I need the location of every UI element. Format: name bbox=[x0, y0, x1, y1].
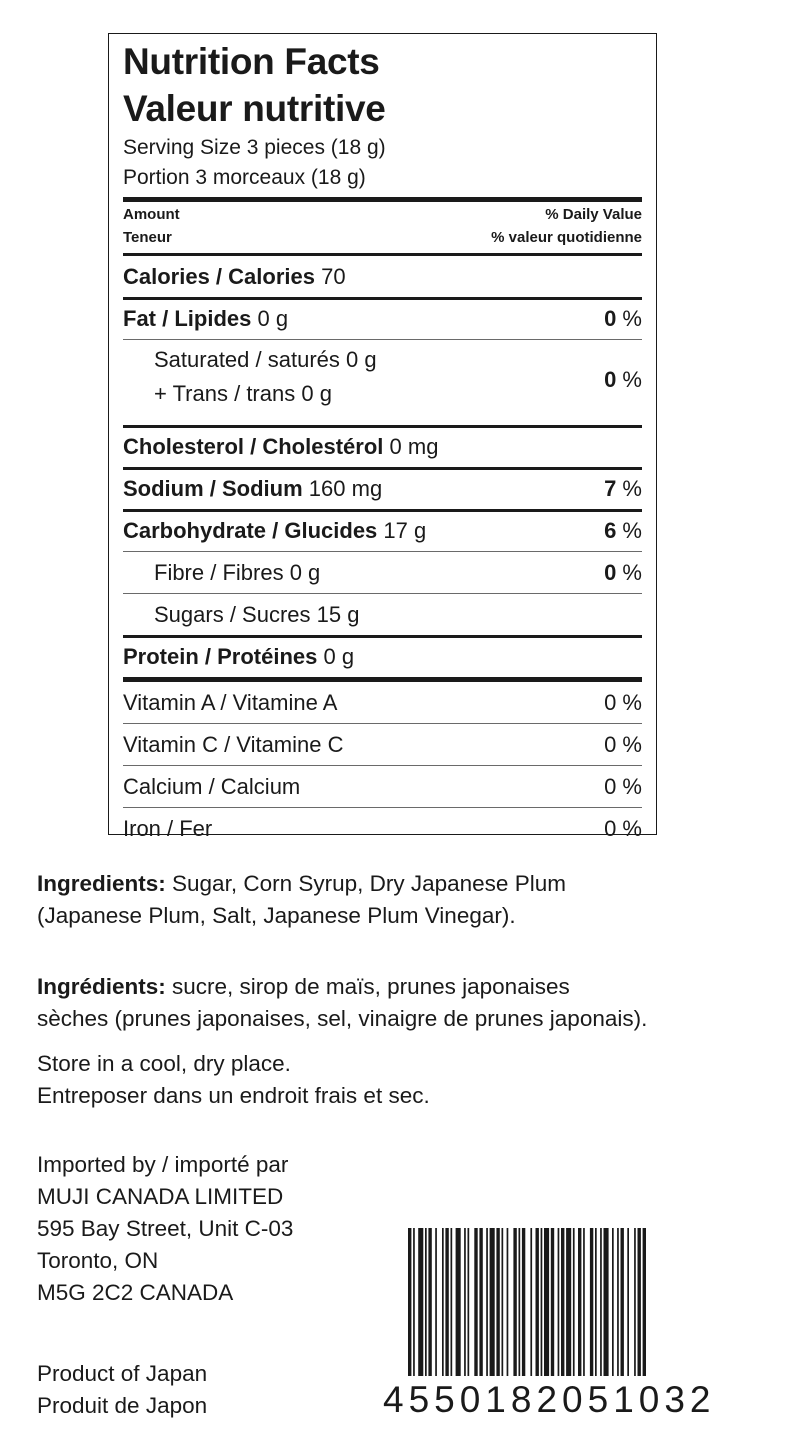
barcode-number: 4550182051032 bbox=[383, 1379, 716, 1420]
calcium-label: Calcium / Calcium bbox=[123, 774, 301, 799]
barcode-bar bbox=[558, 1228, 560, 1376]
vitamin-c-label: Vitamin C / Vitamine C bbox=[123, 732, 344, 757]
ingredients-english-line2: (Japanese Plum, Salt, Japanese Plum Vinegar). bbox=[37, 903, 516, 928]
divider-thick bbox=[123, 197, 642, 202]
amount-header-english: Amount bbox=[123, 206, 180, 223]
fat-amount: 0 g bbox=[257, 306, 289, 331]
daily-value-header-french: % valeur quotidienne bbox=[491, 229, 642, 246]
row-vitamin-c bbox=[123, 724, 642, 765]
barcode-bar bbox=[634, 1228, 636, 1376]
saturated-trans-daily-value: 0 % bbox=[604, 367, 642, 392]
barcode-bar bbox=[456, 1228, 461, 1376]
daily-value-header-english: % Daily Value bbox=[545, 206, 642, 223]
carbohydrate-daily-value: 6 % bbox=[604, 518, 642, 543]
vitamin-c-daily-value: 0 % bbox=[604, 732, 642, 757]
ingredients-french-line1: Ingrédients: sucre, sirop de maïs, prunes japonaises bbox=[37, 974, 570, 999]
fat-daily-value: 0 % bbox=[604, 306, 642, 331]
barcode-bar bbox=[595, 1228, 597, 1376]
importer-postal: M5G 2C2 CANADA bbox=[37, 1280, 234, 1305]
calories-amount: 70 bbox=[321, 264, 346, 289]
barcode-bar bbox=[513, 1228, 516, 1376]
serving-size-english: Serving Size 3 pieces (18 g) bbox=[123, 136, 386, 159]
calories-label: Calories / Calories bbox=[123, 264, 315, 289]
origin-english: Product of Japan bbox=[37, 1361, 208, 1386]
storage-english: Store in a cool, dry place. bbox=[37, 1051, 291, 1076]
row-carbohydrate bbox=[123, 510, 642, 551]
barcode-bar bbox=[612, 1228, 614, 1376]
protein-amount: 0 g bbox=[323, 644, 355, 669]
barcode-bar bbox=[604, 1228, 609, 1376]
barcode-bar bbox=[445, 1228, 448, 1376]
trans-label: + Trans / trans 0 g bbox=[154, 381, 332, 406]
barcode-bar bbox=[418, 1228, 423, 1376]
barcode-bar bbox=[573, 1228, 575, 1376]
barcode-bar bbox=[600, 1228, 602, 1376]
row-cholesterol bbox=[123, 426, 642, 467]
row-iron bbox=[123, 808, 642, 849]
barcode-bar bbox=[413, 1228, 415, 1376]
sodium-daily-value: 7 % bbox=[604, 476, 642, 501]
barcode-bar bbox=[638, 1228, 641, 1376]
barcode-bar bbox=[551, 1228, 554, 1376]
calcium-daily-value: 0 % bbox=[604, 774, 642, 799]
importer-city: Toronto, ON bbox=[37, 1248, 159, 1273]
barcode-bar bbox=[428, 1228, 431, 1376]
barcode-bar bbox=[621, 1228, 624, 1376]
sugars-label: Sugars / Sucres 15 g bbox=[154, 602, 360, 627]
barcode-bar bbox=[486, 1228, 488, 1376]
barcode-bar bbox=[519, 1228, 521, 1376]
ingredients-english-line1: Ingredients: Sugar, Corn Syrup, Dry Japanese Plum bbox=[37, 871, 566, 896]
iron-label: Iron / Fer bbox=[123, 816, 213, 841]
row-fat bbox=[123, 298, 642, 339]
row-sugars bbox=[123, 594, 642, 635]
row-calcium bbox=[123, 766, 642, 807]
barcode-bar bbox=[536, 1228, 539, 1376]
barcode-bar bbox=[496, 1228, 499, 1376]
barcode-bar bbox=[566, 1228, 571, 1376]
sodium-label: Sodium / Sodium bbox=[123, 476, 303, 501]
nutrition-facts-panel bbox=[108, 33, 657, 841]
fibre-daily-value: 0 % bbox=[604, 560, 642, 585]
cholesterol-label: Cholesterol / Cholestérol bbox=[123, 434, 384, 459]
sodium-amount: 160 mg bbox=[308, 476, 383, 501]
origin-french: Produit de Japon bbox=[37, 1393, 208, 1418]
title-english: Nutrition Facts bbox=[123, 41, 380, 82]
row-sodium bbox=[123, 468, 642, 509]
cholesterol-amount: 0 mg bbox=[389, 434, 439, 459]
carbohydrate-amount: 17 g bbox=[383, 518, 427, 543]
barcode-bar bbox=[425, 1228, 427, 1376]
barcode-bar bbox=[468, 1228, 470, 1376]
row-protein bbox=[123, 636, 642, 677]
vitamin-a-daily-value: 0 % bbox=[604, 690, 642, 715]
row-fibre bbox=[123, 552, 642, 593]
row-vitamin-a bbox=[123, 682, 642, 723]
saturated-label: Saturated / saturés 0 g bbox=[154, 347, 377, 372]
amount-header-french: Teneur bbox=[123, 229, 172, 246]
barcode-bar bbox=[451, 1228, 453, 1376]
barcode-bar bbox=[522, 1228, 525, 1376]
barcode-bar bbox=[561, 1228, 564, 1376]
ingredients-french-line2: sèches (prunes japonaises, sel, vinaigre de prunes japonais). bbox=[37, 1006, 648, 1031]
row-saturated-trans bbox=[123, 340, 642, 420]
protein-label: Protein / Protéines bbox=[123, 644, 318, 669]
fat-label: Fat / Lipides bbox=[123, 306, 252, 331]
barcode-bar bbox=[617, 1228, 619, 1376]
barcode-bar bbox=[578, 1228, 581, 1376]
barcode-bar bbox=[507, 1228, 509, 1376]
barcode-bar bbox=[530, 1228, 532, 1376]
barcode-bar bbox=[583, 1228, 585, 1376]
barcode-bar bbox=[643, 1228, 646, 1376]
carbohydrate-label: Carbohydrate / Glucides bbox=[123, 518, 378, 543]
importer-name: MUJI CANADA LIMITED bbox=[37, 1184, 284, 1209]
title-french: Valeur nutritive bbox=[123, 88, 386, 129]
barcode-bar bbox=[408, 1228, 411, 1376]
barcode-bar bbox=[442, 1228, 444, 1376]
barcode-bar bbox=[627, 1228, 629, 1376]
vitamin-a-label: Vitamin A / Vitamine A bbox=[123, 690, 338, 715]
iron-daily-value: 0 % bbox=[604, 816, 642, 841]
barcode-image bbox=[408, 1228, 724, 1376]
storage-french: Entreposer dans un endroit frais et sec. bbox=[37, 1083, 430, 1108]
barcode-bar bbox=[544, 1228, 549, 1376]
importer-street: 595 Bay Street, Unit C-03 bbox=[37, 1216, 294, 1241]
importer-line1: Imported by / importé par bbox=[37, 1152, 289, 1177]
barcode-bar bbox=[541, 1228, 543, 1376]
barcode-bar bbox=[502, 1228, 504, 1376]
barcode-bar bbox=[490, 1228, 495, 1376]
fibre-label: Fibre / Fibres 0 g bbox=[154, 560, 321, 585]
barcode-bar bbox=[435, 1228, 437, 1376]
barcode-bar bbox=[474, 1228, 477, 1376]
barcode-bar bbox=[590, 1228, 593, 1376]
barcode-bar bbox=[464, 1228, 466, 1376]
barcode-bar bbox=[479, 1228, 482, 1376]
row-calories bbox=[123, 256, 642, 297]
serving-size-french: Portion 3 morceaux (18 g) bbox=[123, 166, 366, 189]
